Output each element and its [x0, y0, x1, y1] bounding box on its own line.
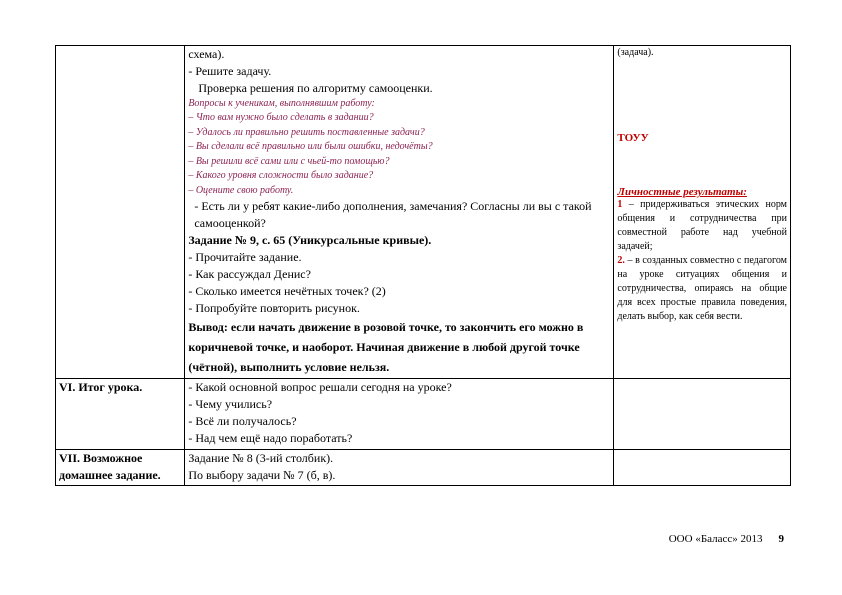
stage-cell	[56, 46, 185, 379]
question-item: – Вы решили всё сами или с чьей-то помощью?	[188, 155, 390, 167]
result-number: 1	[617, 199, 623, 210]
table-row	[56, 46, 791, 379]
conclusion-text: Вывод: если начать движение в розовой точке, то закончить его можно в коричневой точке, и наоборот. Начиная движение в любой другой точке (чётной), выполнить условие нельзя.	[188, 320, 584, 374]
touu-label: ТОУУ	[617, 132, 649, 144]
task-step: - Сколько имеется нечётных точек? (2)	[188, 284, 386, 298]
lesson-plan-table	[55, 45, 791, 486]
task-step: - Прочитайте задание.	[188, 250, 302, 264]
question-item: – Какого уровня сложности было задание?	[188, 170, 374, 181]
results-cell	[614, 46, 791, 379]
text-line: - Какой основной вопрос решали сегодня на уроке?	[188, 380, 452, 394]
task-step: - Попробуйте повторить рисунок.	[188, 301, 360, 315]
text-line: - Чему учились?	[188, 397, 273, 411]
question-item: – Оцените свою работу.	[188, 184, 294, 196]
result-item	[617, 254, 787, 324]
questions-header: Вопросы к ученикам, выполнявшим работу:	[188, 98, 375, 109]
result-item	[617, 198, 787, 254]
text-line: - Решите задачу.	[188, 64, 272, 78]
table-row	[56, 379, 791, 450]
question-item: – Вы сделали всё правильно или были ошибки, недочёты?	[188, 141, 433, 152]
task-title: Задание № 9, с. 65 (Уникурсальные кривые).	[188, 233, 432, 247]
result-text: – в созданных совместно с педагогом на уроке ситуациях общения и сотрудничества, опираясь на общие для всех простые правила поведения, делать выбор, как себя вести.	[617, 255, 787, 322]
right-top-text: (задача).	[617, 47, 654, 58]
stage-cell	[56, 450, 185, 486]
text-line: - Над чем ещё надо поработать?	[188, 431, 353, 445]
text-line: - Всё ли получалось?	[188, 414, 297, 428]
text-line: Задание № 8 (3-ий столбик).	[188, 451, 334, 465]
result-text: – придерживаться этических норм общения и сотрудничества при совместной работе над учебной задачей;	[617, 199, 787, 252]
question-item: – Удалось ли правильно решить поставленные задачи?	[188, 126, 425, 138]
stage-cell	[56, 379, 185, 450]
question-item: – Что вам нужно было сделать в задании?	[188, 112, 374, 123]
text-line: Проверка решения по алгоритму самооценки.	[198, 81, 433, 95]
result-number: 2.	[617, 255, 625, 266]
activity-cell	[185, 450, 614, 486]
additions-text: - Есть ли у ребят какие-либо дополнения, замечания? Согласны ли вы с такой самооценкой?	[194, 199, 592, 230]
results-cell	[614, 450, 791, 486]
text-line: По выбору задачи № 7 (б, в).	[188, 468, 336, 482]
page-number: 9	[778, 533, 784, 545]
stage-title: VII. Возможное домашнее задание.	[59, 451, 161, 482]
publisher-label: ООО «Баласс» 2013	[668, 533, 763, 545]
page-footer	[669, 533, 784, 545]
stage-title: VI. Итог урока.	[59, 380, 143, 394]
activity-cell	[185, 379, 614, 450]
task-step: - Как рассуждал Денис?	[188, 267, 311, 281]
results-cell	[614, 379, 791, 450]
text-line: схема).	[188, 47, 225, 61]
activity-cell	[185, 46, 614, 379]
table-row	[56, 450, 791, 486]
results-title: Личностные результаты:	[617, 186, 747, 198]
